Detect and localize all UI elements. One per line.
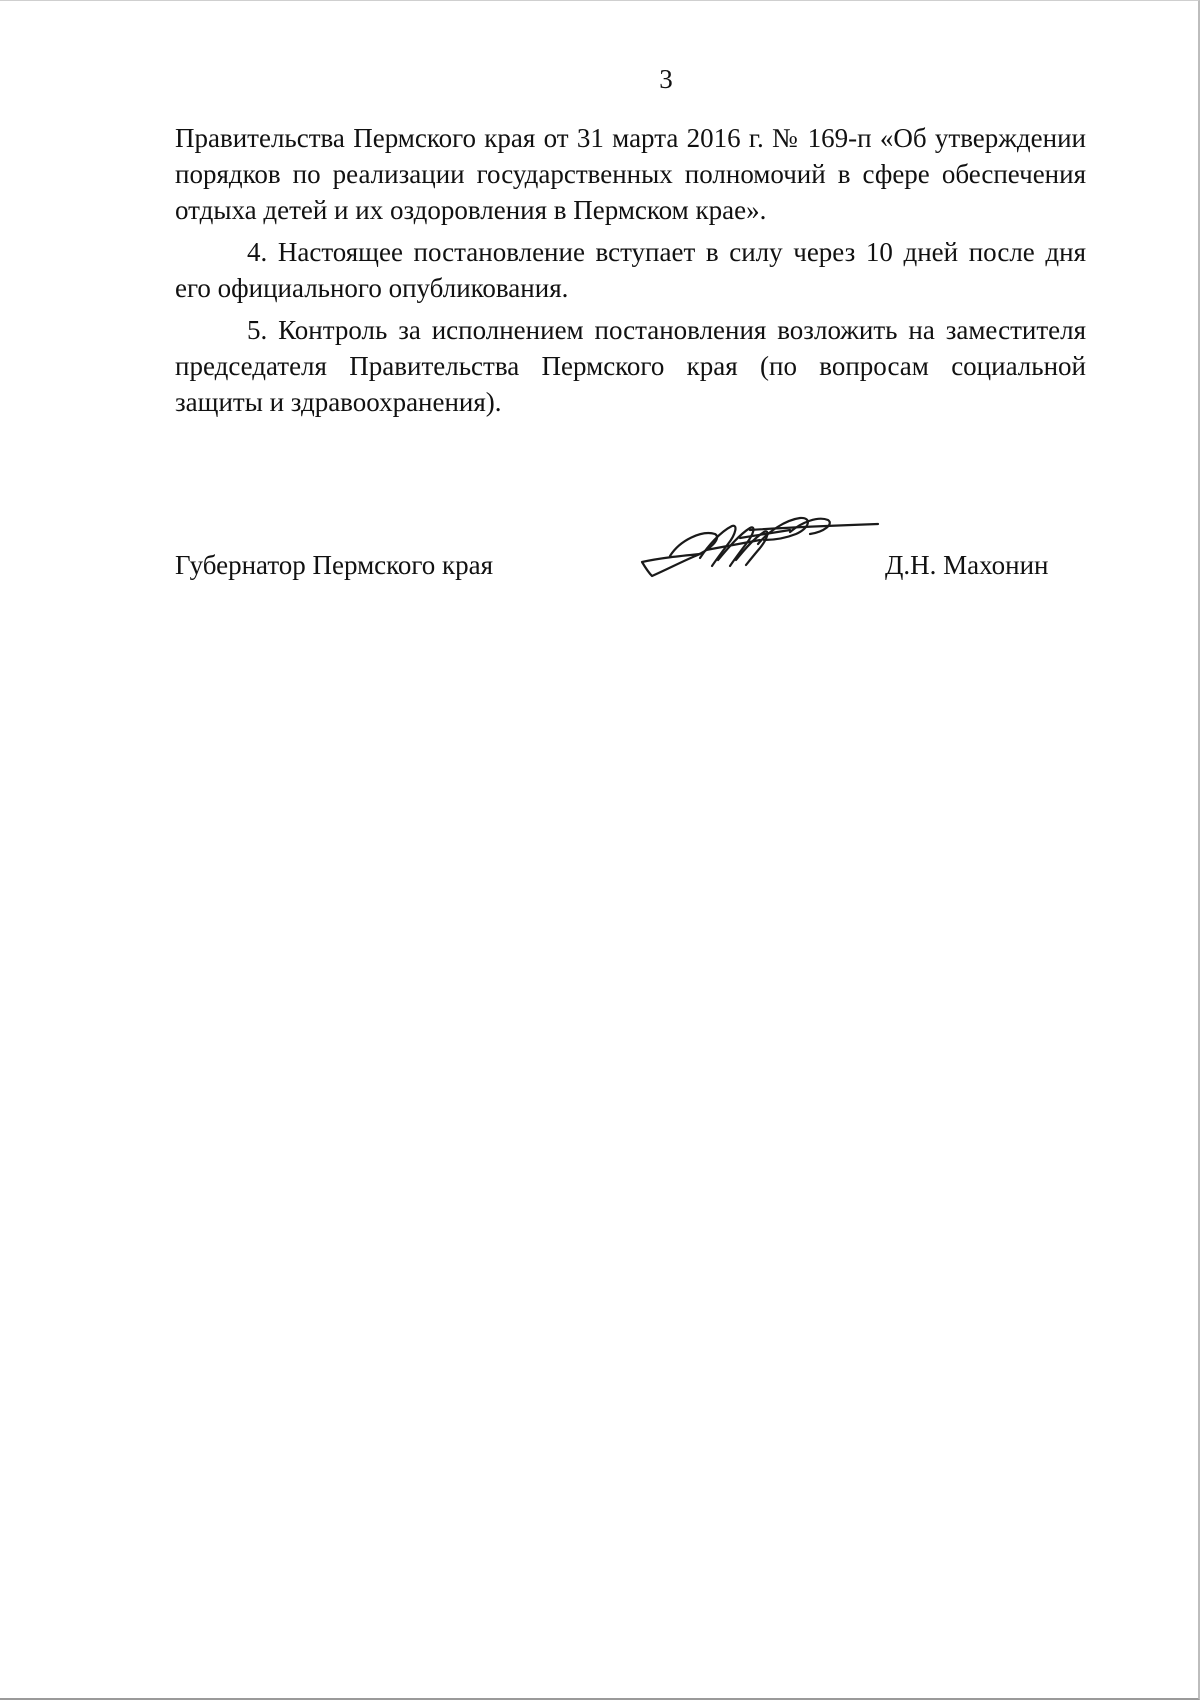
- paragraph-item-4: 4. Настоящее постановление вступает в силу через 10 дней после дня его официального опубликования.: [175, 237, 1086, 303]
- signature-icon: [640, 510, 880, 585]
- signatory-title: Губернатор Пермского края: [175, 550, 494, 580]
- signatory-name: Д.Н. Махонин: [885, 550, 1049, 580]
- paragraph-item-5: 5. Контроль за исполнением постановления возложить на заместителя председателя Правительства Пермского края (по вопросам социальной защиты и здравоохранения).: [175, 315, 1086, 417]
- signature-block: [175, 548, 1086, 588]
- handwritten-signature: [640, 510, 880, 585]
- document-body: [175, 120, 1086, 426]
- paragraph-continuation: Правительства Пермского края от 31 марта 2016 г. № 169-п «Об утверждении порядков по реализации государственных полномочий в сфере обеспечения отдыха детей и их оздоровления в Пермском крае».: [175, 123, 1086, 225]
- page-number: 3: [659, 64, 673, 94]
